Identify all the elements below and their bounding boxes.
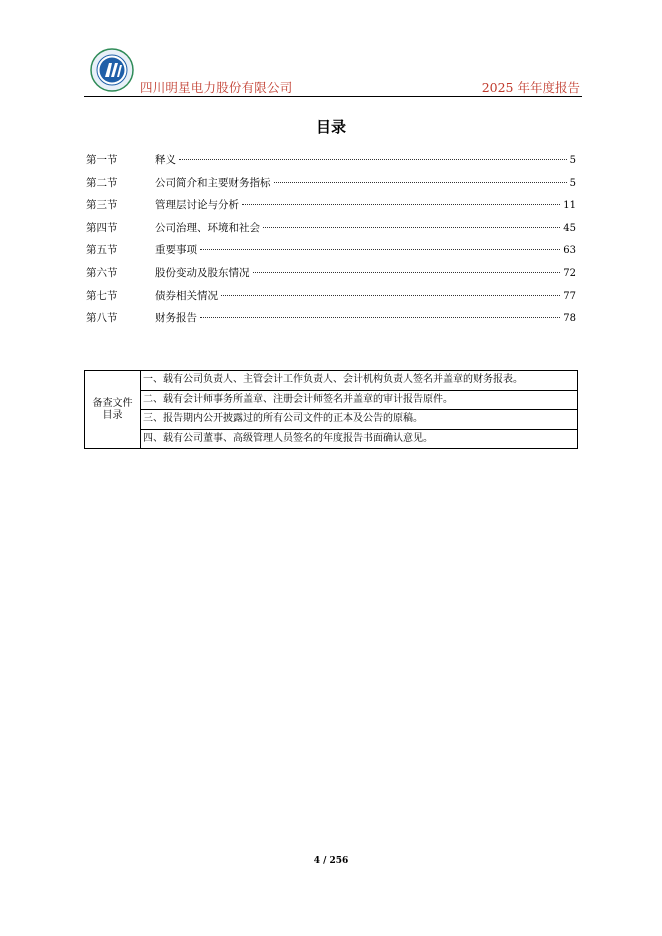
toc-leader-dots (200, 249, 560, 250)
toc-page-number: 78 (563, 313, 576, 325)
toc-page-number: 5 (569, 177, 576, 189)
reference-documents-table (84, 370, 578, 449)
toc-page-number: 63 (563, 245, 576, 257)
table-of-contents (86, 152, 576, 333)
header-rule (84, 96, 582, 97)
toc-entry[interactable] (86, 220, 576, 243)
toc-section-number: 第六节 (86, 266, 118, 279)
toc-section-title: 股份变动及股东情况 (155, 266, 250, 279)
toc-section-number: 第三节 (86, 199, 118, 212)
toc-section-title: 债券相关情况 (155, 289, 218, 302)
toc-page-number: 72 (563, 267, 576, 279)
toc-leader-dots (179, 159, 567, 160)
toc-leader-dots (221, 295, 560, 296)
toc-leader-dots (253, 272, 561, 273)
toc-entry[interactable] (86, 197, 576, 220)
toc-page-number: 11 (563, 200, 576, 212)
toc-page-number: 5 (569, 155, 576, 166)
reference-label-cell (85, 371, 141, 449)
toc-section-number: 第七节 (86, 289, 118, 302)
page-number-footer: 4 / 256 (313, 856, 349, 866)
toc-entry[interactable] (86, 310, 576, 333)
company-logo-icon (90, 48, 134, 92)
toc-leader-dots (274, 182, 567, 183)
toc-entry[interactable] (86, 242, 576, 265)
toc-section-title: 重要事项 (155, 244, 197, 257)
table-row (85, 371, 578, 391)
toc-leader-dots (242, 204, 560, 205)
toc-entry[interactable] (86, 288, 576, 311)
table-row (85, 390, 578, 410)
toc-entry[interactable] (86, 265, 576, 288)
company-name: 四川明星电力股份有限公司 (140, 80, 293, 95)
toc-section-title: 释义 (155, 154, 176, 166)
table-row (85, 410, 578, 430)
toc-entry[interactable] (86, 152, 576, 175)
toc-section-title: 公司治理、环境和社会 (155, 221, 260, 234)
table-row (85, 429, 578, 449)
reference-label-line: 目录 (102, 409, 123, 421)
toc-section-title: 公司简介和主要财务指标 (155, 176, 271, 189)
reference-item: 三、报告期内公开披露过的所有公司文件的正本及公告的原稿。 (141, 410, 578, 430)
reference-item: 一、载有公司负责人、主管会计工作负责人、会计机构负责人签名并盖章的财务报表。 (141, 371, 578, 391)
page-header (84, 44, 582, 97)
toc-leader-dots (200, 317, 560, 318)
toc-section-number: 第四节 (86, 221, 118, 234)
toc-section-number: 第二节 (86, 176, 118, 189)
reference-label-line: 备查文件 (92, 397, 133, 409)
toc-section-title: 管理层讨论与分析 (155, 199, 239, 212)
toc-leader-dots (263, 227, 560, 228)
reference-item: 二、载有会计师事务所盖章、注册会计师签名并盖章的审计报告原件。 (141, 390, 578, 410)
toc-section-title: 财务报告 (155, 312, 197, 325)
toc-section-number: 第一节 (86, 154, 118, 166)
toc-section-number: 第五节 (86, 244, 118, 257)
reference-item: 四、载有公司董事、高级管理人员签名的年度报告书面确认意见。 (141, 429, 578, 449)
toc-heading: 目录 (315, 118, 346, 136)
toc-entry[interactable] (86, 175, 576, 198)
toc-section-number: 第八节 (86, 312, 118, 325)
toc-page-number: 77 (563, 290, 576, 302)
toc-page-number: 45 (563, 222, 576, 234)
report-title: 2025 年年度报告 (481, 80, 580, 95)
